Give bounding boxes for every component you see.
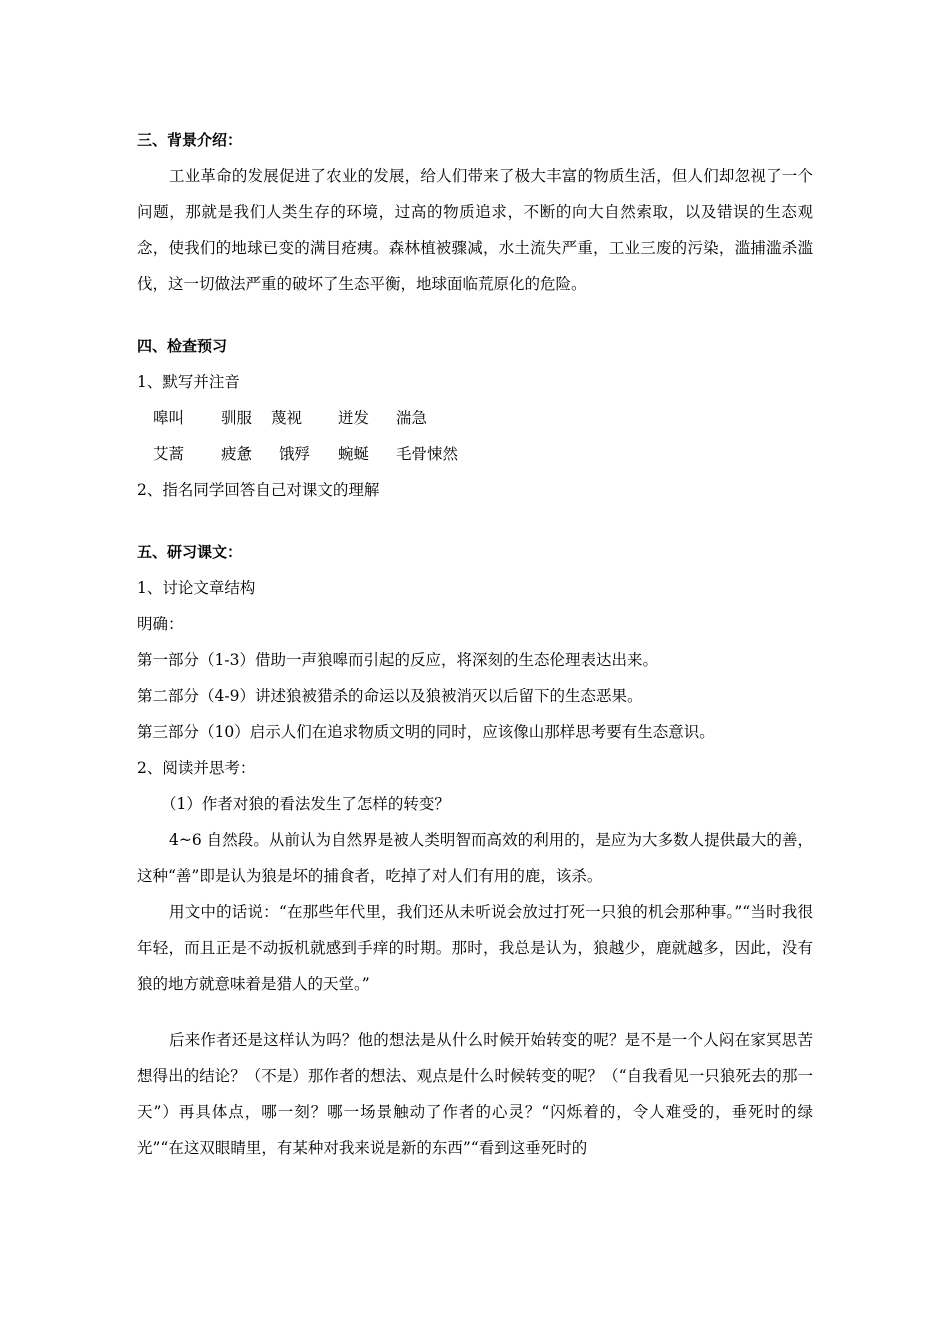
structure-part-3: 第三部分（10）启示人们在追求物质文明的同时，应该像山那样思考要有生态意识。 — [137, 723, 715, 741]
vocab-word: 毛骨悚然 — [396, 445, 459, 463]
study-item-2: 2、阅读并思考： — [137, 759, 256, 777]
vocab-word: 迸发 — [338, 409, 370, 427]
study-clarify: 明确： — [137, 615, 184, 633]
vocab-row-2 — [137, 436, 813, 472]
vocab-word: 艾蒿 — [153, 445, 185, 463]
spacer — [137, 508, 813, 534]
study-item-1: 1、讨论文章结构 — [137, 579, 256, 597]
document-body — [137, 122, 813, 1166]
answer-paragraph-2: 用文中的话说：“在那些年代里，我们还从未听说会放过打死一只狼的机会那种事。”“当时我很年轻，而且正是不动扳机就感到手痒的时期。那时，我总是认为，狼越少，鹿就越多，因此，没有狼的地方就意味着是猎人的天堂。” — [137, 903, 813, 993]
vocab-word: 疲惫 — [221, 445, 253, 463]
answer-paragraph-1: 4~6 自然段。从前认为自然界是被人类明智而高效的利用的，是应为大多数人提供最大的善，这种“善”即是认为狼是坏的捕食者，吃掉了对人们有用的鹿，该杀。 — [137, 831, 813, 885]
vocab-word: 蔑视 — [271, 409, 303, 427]
structure-part-1: 第一部分（1-3）借助一声狼嗥而引起的反应，将深刻的生态伦理表达出来。 — [137, 651, 658, 669]
question-1: （1）作者对狼的看法发生了怎样的转变？ — [161, 795, 450, 813]
vocab-row-1 — [137, 400, 813, 436]
spacer — [137, 302, 813, 328]
section-heading-background: 三、背景介绍： — [137, 131, 243, 149]
vocab-word: 湍急 — [396, 409, 428, 427]
vocab-word: 饿殍 — [279, 445, 311, 463]
answer-paragraph-3: 后来作者还是这样认为吗？他的想法是从什么时候开始转变的呢？是不是一个人闷在家冥思苦想得出的结论？（不是）那作者的想法、观点是什么时候转变的呢？（“自我看见一只狼死去的那一天”）再具体点，哪一刻？哪一场景触动了作者的心灵？“闪烁着的，令人难受的，垂死时的绿光”“在这双眼睛里，有某种对我来说是新的东西”“看到这垂死时的 — [137, 1031, 813, 1157]
vocab-word: 驯服 — [221, 409, 253, 427]
vocab-word: 嗥叫 — [153, 409, 185, 427]
preview-item-2: 2、指名同学回答自己对课文的理解 — [137, 481, 380, 499]
background-paragraph: 工业革命的发展促进了农业的发展，给人们带来了极大丰富的物质生活，但人们却忽视了一个问题，那就是我们人类生存的环境，过高的物质追求，不断的向大自然索取，以及错误的生态观念，使我们的地球已变的满目疮痍。森林植被骤减，水土流失严重，工业三废的污染，滥捕滥杀滥伐，这一切做法严重的破坏了生态平衡，地球面临荒原化的危险。 — [137, 167, 813, 293]
section-heading-study: 五、研习课文： — [137, 543, 243, 561]
structure-part-2: 第二部分（4-9）讲述狼被猎杀的命运以及狼被消灭以后留下的生态恶果。 — [137, 687, 643, 705]
spacer — [137, 1002, 813, 1022]
section-heading-preview: 四、检查预习 — [137, 337, 228, 355]
vocab-word: 蜿蜒 — [338, 445, 370, 463]
preview-item-1: 1、默写并注音 — [137, 373, 240, 391]
